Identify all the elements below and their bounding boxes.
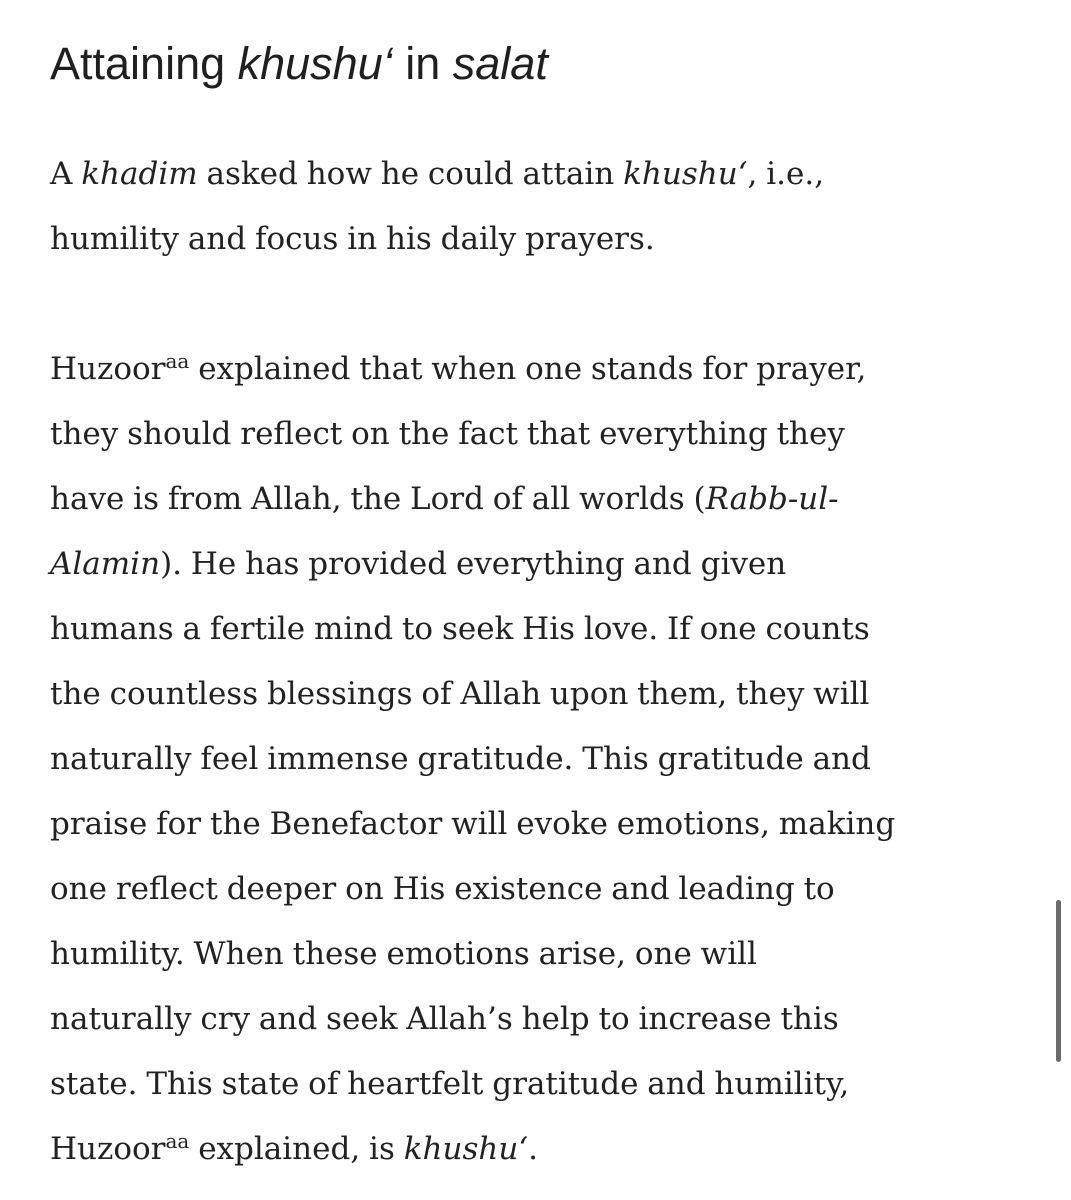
text-span: , i.e., (747, 156, 825, 192)
term-rabb-ul-alamin: Rabb-ul- (705, 481, 839, 517)
heading-mid: in (392, 38, 453, 89)
answer-line-4 (50, 532, 895, 597)
answer-line-13 (50, 1117, 895, 1182)
text-span: have is from Allah, the Lord of all worlds ( (50, 481, 706, 517)
term-khushu: khushu‘ (403, 1131, 529, 1167)
answer-line-5: humans a fertile mind to seek His love. If one counts (50, 611, 870, 647)
text-span: . (528, 1131, 539, 1167)
honorific-name: Huzoor (50, 351, 166, 387)
scrollbar-thumb[interactable] (1056, 900, 1061, 1062)
heading-term-khushu: khushu‘ (237, 38, 393, 89)
text-span: explained that when one stands for prayer, (189, 351, 867, 387)
answer-line-11: naturally cry and seek Allah’s help to increase this (50, 1001, 839, 1037)
honorific-name: Huzoor (50, 1131, 166, 1167)
text-span: explained, is (189, 1131, 404, 1167)
answer-line-3 (50, 467, 895, 532)
heading-term-salat: salat (452, 38, 548, 89)
answer-line-12: state. This state of heartfelt gratitude and humility, (50, 1066, 850, 1102)
answer-line-8: praise for the Benefactor will evoke emotions, making (50, 806, 896, 842)
heading-prefix: Attaining (50, 38, 238, 89)
term-rabb-ul-alamin-cont: Alamin (50, 546, 161, 582)
answer-line-10: humility. When these emotions arise, one will (50, 936, 757, 972)
term-khadim: khadim (81, 156, 198, 192)
article-heading (50, 34, 548, 94)
answer-line-1 (50, 337, 895, 402)
answer-line-7: naturally feel immense gratitude. This gratitude and (50, 741, 871, 777)
question-paragraph (50, 142, 824, 272)
question-line-2: humility and focus in his daily prayers. (50, 221, 655, 257)
question-line-1 (50, 142, 824, 207)
text-span: A (50, 156, 82, 192)
answer-line-2: they should reflect on the fact that everything they (50, 416, 845, 452)
answer-line-9: one reflect deeper on His existence and leading to (50, 871, 835, 907)
answer-line-6: the countless blessings of Allah upon them, they will (50, 676, 870, 712)
answer-paragraph (50, 337, 895, 1182)
honorific-superscript: aa (165, 349, 190, 373)
honorific-superscript: aa (165, 1129, 190, 1153)
term-khushu: khushu‘ (623, 156, 748, 192)
text-span: asked how he could attain (197, 156, 624, 192)
text-span: ). He has provided everything and given (160, 546, 787, 582)
